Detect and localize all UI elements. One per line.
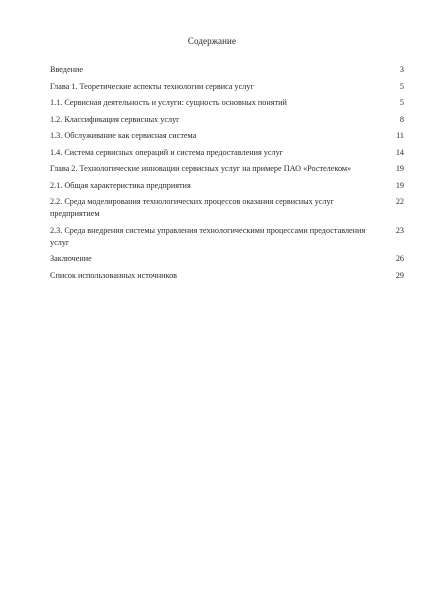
toc-entry-page: 22 bbox=[395, 197, 404, 206]
toc-entry-page: 3 bbox=[399, 65, 404, 74]
toc-entry bbox=[50, 97, 404, 109]
toc-entry bbox=[50, 253, 404, 265]
toc-entry-label: 2.3. Среда внедрения системы управления технологическими процессами предоставления услуг bbox=[50, 225, 366, 247]
toc-entry-page: 26 bbox=[395, 254, 404, 263]
toc-entry-page: 5 bbox=[399, 98, 404, 107]
toc-entry-page: 19 bbox=[395, 164, 404, 173]
toc-entry-label: 1.4. Система сервисных операций и система предоставления услуг bbox=[50, 147, 284, 157]
toc-entry-page: 19 bbox=[395, 180, 404, 190]
toc-entry bbox=[50, 196, 404, 220]
toc-entry-label: 1.3. Обслуживание как сервисная система bbox=[50, 131, 197, 140]
toc-entry bbox=[50, 270, 404, 282]
toc-entry bbox=[50, 147, 404, 159]
toc-entry-page: 11 bbox=[396, 131, 404, 140]
toc-entry-label: Введение bbox=[50, 65, 84, 74]
toc-entry-label: Глава 1. Теоретические аспекты технологии сервиса услуг bbox=[50, 81, 254, 91]
toc-entry-page: 14 bbox=[395, 147, 404, 157]
toc-entry bbox=[50, 64, 404, 76]
page-title: Содержание bbox=[187, 36, 237, 46]
toc-entry-page: 8 bbox=[399, 114, 404, 124]
toc-entry-page: 29 bbox=[395, 270, 404, 280]
table-of-contents bbox=[50, 64, 404, 286]
toc-entry-label: 1.2. Классификация сервисных услуг bbox=[50, 114, 180, 124]
toc-entry-label: 2.2. Среда моделирования технологических процессов оказания сервисных услуг предприятием bbox=[50, 197, 335, 218]
toc-entry-page: 23 bbox=[395, 225, 404, 235]
toc-entry bbox=[50, 163, 404, 175]
toc-entry bbox=[50, 130, 404, 142]
toc-entry-label: 2.1. Общая характеристика предприятия bbox=[50, 180, 191, 190]
toc-entry bbox=[50, 81, 404, 93]
toc-entry bbox=[50, 114, 404, 126]
toc-entry-label: Список использованных источников bbox=[50, 270, 178, 280]
toc-entry-label: 1.1. Сервисная деятельность и услуги: сущность основных понятий bbox=[50, 98, 287, 107]
toc-entry bbox=[50, 225, 404, 249]
toc-entry-label: Заключение bbox=[50, 254, 92, 263]
toc-entry bbox=[50, 180, 404, 192]
toc-entry-page: 5 bbox=[399, 81, 404, 91]
toc-entry-label: Глава 2. Технологические инновации сервисных услуг на примере ПАО «Ростелеком» bbox=[50, 164, 352, 173]
